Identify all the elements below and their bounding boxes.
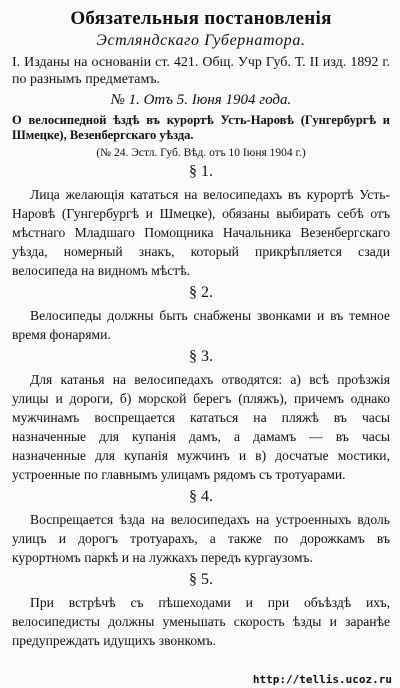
document-title: Обязательныя постановленія	[70, 8, 332, 29]
legal-basis: I. Изданы на основаніи ст. 421. Общ. Учр Губ. Т. II изд. 1892 г. по разнымъ предметамъ.	[12, 55, 390, 87]
watermark-url: http://tellis.ucoz.ru	[252, 673, 392, 686]
decree-topic: О велосипедной ѣздѣ въ курортѣ Усть-Наровѣ (Гунгербургѣ и Шмецке), Везенбергскаго уѣзда.	[12, 113, 390, 142]
section-heading-4: § 4.	[189, 488, 213, 505]
section-text-2: Велосипеды должны быть снабжены звонками и въ темное время фонарями.	[12, 308, 390, 342]
section-text-1: Лица желающія кататься на велосипедахъ въ курортѣ Усть-Наровѣ (Гунгербургѣ и Шмецке), обязаны выбирать себѣ отъ мѣстнаго Младшаго Помощника Начальника Везенбергскаго уѣзда, номерный знакъ, который прикрѣпляется сзади велосипеда на видномъ мѣстѣ.	[12, 187, 390, 278]
decree-source: (№ 24. Эстл. Губ. Вѣд. отъ 10 Іюня 1904 г.)	[96, 147, 306, 159]
section-heading-3: § 3.	[189, 348, 213, 365]
section-heading-5: § 5.	[189, 571, 213, 588]
section-heading-1: § 1.	[189, 163, 213, 180]
decree-number: № 1. Отъ 5. Іюня 1904 года.	[110, 92, 292, 108]
document-subtitle: Эстляндскаго Губернатора.	[96, 32, 306, 49]
section-heading-2: § 2.	[189, 284, 213, 301]
section-text-4: Воспрещается ѣзда на велосипедахъ на устроенныхъ вдоль улицъ и дорогъ тротуарахъ, а также по дорожкамъ въ курортномъ паркѣ и на лужкахъ передъ кургаузомъ.	[12, 512, 390, 565]
section-text-5: При встрѣчѣ съ пѣшеходами и при объѣздѣ ихъ, велосипедисты должны уменьшать скорость ѣзды и заранѣе предупреждать идущихъ звонкомъ.	[12, 595, 390, 648]
section-text-3: Для катанья на велосипедахъ отводятся: а) всѣ проѣзжія улицы и дороги, б) морской берегъ (пляжъ), причемъ однако мужчинамъ воспрещается кататься на пляжѣ въ часы назначенные для купанія дамъ, а дамамъ — въ часы назначенные для купанія мужчинъ и в) досчатые мостики, устроенные по главнымъ улицамъ рядомъ съ тротуарами.	[12, 372, 390, 482]
